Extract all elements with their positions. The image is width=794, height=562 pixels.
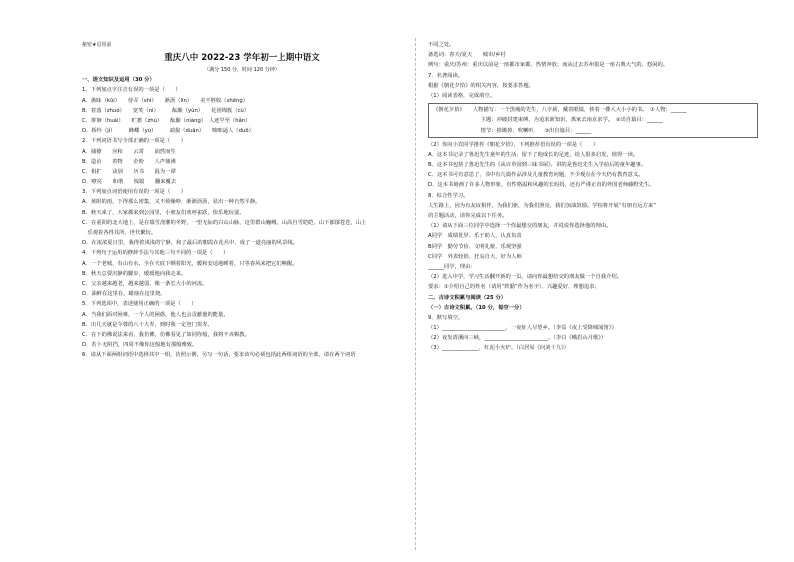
- page-title: 重庆八中 2022-23 学年初一上期中语文: [164, 53, 320, 64]
- q7-part-2: （2）你向小宾同学推荐《朝花夕拾》，下列推荐语有误的一项是（ ）: [428, 141, 599, 148]
- q8-person: B同学 勤劳节俭、文明礼貌、乐观坚强: [428, 243, 522, 250]
- q7-option: D．这本书刻画了许多人物形象，有性格温和风趣的长妈妈，还有严谨正直的外国老师藤野先生。: [428, 182, 655, 189]
- q8-intro: 人生路上，因为有友谊相伴，为我们驱，为我们照亮，我们加油鼓励。学校将开展“有朋自远方来”: [428, 202, 656, 209]
- section-heading: 二、古诗文积累与阅读（25 分）: [428, 294, 507, 301]
- question-4: 4．下列句子运用的修辞手法与其他三句不同的一项是（ ）: [82, 250, 229, 257]
- q4-option: B．秋天总要沉静的脚步，缓缓地向我走来。: [82, 270, 187, 277]
- question-8: 8．综合性学习。: [428, 192, 469, 199]
- q4-option: D．油鲜在这里在，蜡烛在这里烧。: [82, 291, 166, 298]
- q5-option: D．若卜无阻挡，四周不像你这般地有那般雅致。: [82, 342, 198, 349]
- q7-option: A．这本书记录了鲁迅先生童年的生活，留下了他成长的足迹，给人很多启发，值得一读。: [428, 151, 639, 158]
- q9-blank: （3）______________，红泥小火炉。（白居易《问刘十九》）: [428, 345, 570, 352]
- q5-option: B．出几天就是令尊的八十大寿，到时我一定登门贺寿。: [82, 321, 213, 328]
- question-2: 2．下列词语书写全部正确的一项是（ ）: [82, 138, 187, 145]
- page-subtitle: （满分 150 分，时间 120 分钟）: [204, 67, 280, 74]
- q8-answer-blank: ______同学，理由：: [428, 263, 476, 270]
- q7-option: C．这本书可有意思了，书中有几篇作品涉及儿童教育问题，不少观点在今天仍有教育意义。: [428, 172, 644, 179]
- question-6: 6．请从下面两组词语中选择其中一组，仿照示例，另写一句话，要求该句必须包括此两组词语的全部，请在两个词语: [82, 352, 356, 359]
- q2-option: A．捕獠 应和 云霄 油然而生: [82, 148, 176, 155]
- q5-option: C．在下的佛说法来看，我仿佛，仿佛看见了如同你般，我将不吝赐教。: [82, 331, 250, 338]
- question-7: 7．名著阅读。: [428, 72, 464, 79]
- q7-option: B．这本书包括了鲁迅先生的《从百草园到三味书屋》，讲的是鲁迅先生入学前后的童年趣事。: [428, 162, 647, 169]
- q7-part-1: （1）阅读表格，完成填空。: [428, 92, 495, 99]
- subsection-heading: （一）古诗文积累。（10 分，每空一分）: [428, 304, 525, 311]
- q3-option: 乐观着各得其所，世代繁衍。: [82, 230, 157, 236]
- left-column: [82, 40, 402, 360]
- q2-option: D．嘹亮 和谐 梳镜 翻来覆去: [82, 179, 177, 186]
- q5-option: A．当我们面对困难，一个人的困惑，他人也会贡献他的能量。: [82, 311, 229, 318]
- q1-option: C．徘徊（huái） 贮蓄（zhù） 酝酿（niàng） 人迹罕至（hǎn）: [82, 117, 251, 124]
- right-column: [428, 40, 758, 354]
- q8-person: C同学 外表较俏、狂妄自大、好为人师: [428, 253, 522, 260]
- q7-intro: 根据《朝花夕拾》的相关内容，按要求答题。: [428, 82, 534, 89]
- question-5: 5．下列选项中，表述使用正确的一项是（ ）: [82, 301, 197, 308]
- q7-table: [428, 103, 758, 138]
- q3-option: A．黄阻的雨，下得那么密集，又不烦燥吵，淅淅沥沥，显出一种自然平静。: [82, 199, 261, 206]
- q8-person: A同学 成绩优异、乐于助人、认真负责: [428, 233, 522, 240]
- section-heading: 一、语文知识及运用（30 分）: [82, 77, 155, 84]
- q1-option: D．娇怜（jì） 蜂蝶（yú） 端倪（duān） 咄咄逼人（duō）: [82, 128, 254, 135]
- secret-label: 秘密★启用前: [82, 42, 112, 48]
- q3-option: B．秋天来了，大家都来到公园里，小朋友们欢呼雀跃，快乐地玩耍。: [82, 209, 245, 216]
- q8-intro: 的主题活动，请你完成以下任务。: [428, 213, 508, 219]
- q3-option: C．在重阳的北大地上，是在瑞雪浇灌的冬野，一望无际的白山山脉，这里群山巍峨，山高自雪皑皑，山下郁郁苍苍，山上: [82, 219, 367, 226]
- q6-word-options: 备选词：春天/夏天 城市/乡村: [428, 52, 506, 59]
- q8-part-1: （1）请从下面三位同学中选择一个你最想交的朋友，并说说你选择他的理由。: [428, 223, 612, 230]
- question-9: 9．默写填空。: [428, 314, 464, 321]
- q7-table-row: 《朝花夕拾》 人物描写：一个黑瘦的先生，八字须，戴着眼镜，挟着一叠大大小小的书。 ①人物：______: [433, 107, 687, 114]
- q4-option: A．一个老城，有山有水，全在天底下晒着阳光，暖和安适地睡着，只等春风来把它们唤醒。: [82, 260, 298, 267]
- q9-blank: （1）________________________，一夜征人尽望乡。（李益《夜上受降城闻笛》）: [428, 325, 617, 332]
- q6-example: 例句：重庆/苏州：重庆以前是一座都市家都，热情奔放；而从过去苏州很是一座古典大气的，悠闲的。: [428, 62, 669, 69]
- q9-blank: （2）夜发清溪向三峡，________________________。（李白《峨眉山月歌》）: [428, 335, 607, 342]
- q1-option: A．愚昧（kǔi） 侍弄（shì） 淅沥（lìn） 美不胜收（shēng）: [82, 97, 248, 104]
- q3-option: D．在浓浓夏日里，我得着浅浅的宁静，和了最后的朝霞在花丛中，成了一道亮丽的风景线。: [82, 240, 298, 247]
- q2-option: C．相扩 诀别 历书 混为一谭: [82, 168, 176, 175]
- column-divider: [415, 38, 416, 550]
- q8-part-2: （2）进入中学，学习生活翻开新的一页，请向你最想结交的朋友做一个自我介绍。: [428, 274, 623, 281]
- q7-table-row: 主题：冲破封建束缚，为追求新知识，离家去南京求学。 ②出自篇目：______: [433, 117, 663, 124]
- question-1: 1．下列加点字注音有误的一项是（ ）: [82, 87, 181, 94]
- question-3: 3．下列加点词语使用有误的一项是（ ）: [82, 189, 187, 196]
- q6-continued: 不同之处。: [428, 42, 455, 48]
- q4-option: C．父亲越来越老，越来越弱，像一条长大小的河流。: [82, 280, 208, 287]
- q7-table-row: 情节：捨锄掉、吹喇叭 ③出自篇目：______: [433, 127, 592, 134]
- q2-option: B．造访 着物 企盼 人声鼎沸: [82, 158, 176, 165]
- q1-option: B．着落（zhuó） 宽笑（nì） 酝酿（yùn） 花团锦簇（cù）: [82, 107, 250, 114]
- q8-requirement: 要求：①介绍自己的姓名（请用“阵勤”作为名字）、兴趣爱好、理想追求；: [428, 284, 600, 291]
